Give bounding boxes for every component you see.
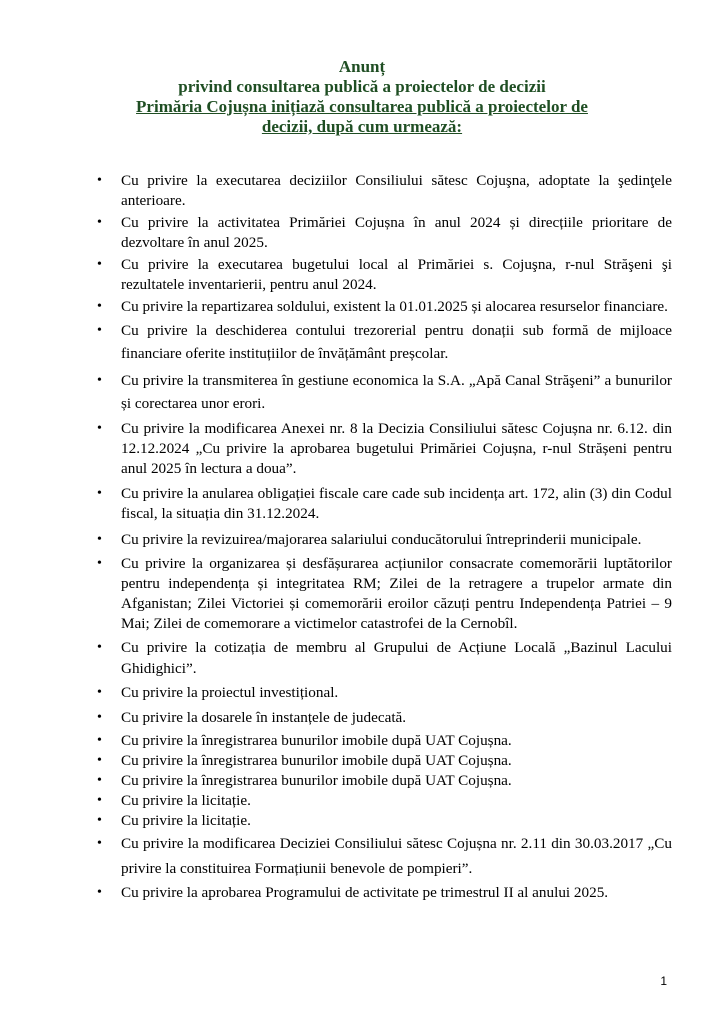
announcement-header — [0, 57, 724, 137]
list-item: • Cu privire la deschiderea contului trezorerial pentru donații sub formă de mijloace financiare oferite instituțiilor de învățământ preșcolar. — [97, 319, 672, 365]
list-item: • Cu privire la activitatea Primăriei Cojușna în anul 2024 și direcțiile prioritare de dezvoltare în anul 2025. — [97, 213, 672, 253]
header-initiative-line-2: decizii, după cum urmează: — [261, 117, 463, 136]
header-title: Anunț — [338, 57, 386, 76]
list-item: • Cu privire la dosarele în instanțele de judecată. — [97, 708, 672, 728]
list-item: • Cu privire la aprobarea Programului de activitate pe trimestrul II al anului 2025. — [97, 883, 672, 903]
list-item: • Cu privire la executarea deciziilor Consiliului sătesc Cojuşna, adoptate la şedinţele anterioare. — [97, 171, 672, 211]
list-item: • Cu privire la revizuirea/majorarea salariului conducătorului întreprinderii municipale. — [97, 529, 672, 551]
list-item: • Cu privire la înregistrarea bunurilor imobile după UAT Cojușna. — [97, 771, 672, 791]
list-item: • Cu privire la transmiterea în gestiune economica la S.A. „Apă Canal Străşeni” a bunurilor și corectarea unor erori. — [97, 369, 672, 415]
list-item: • Cu privire la anularea obligației fiscale care cade sub incidența art. 172, alin (3) din Codul fiscal, la situația din 31.12.2024. — [97, 484, 672, 524]
list-item: • Cu privire la modificarea Anexei nr. 8 la Decizia Consiliului sătesc Cojușna nr. 6.12. din 12.12.2024 „Cu privire la aprobarea bugetului Primăriei Cojușna, r-nul Strășeni pentru anul 2025 în lectura a doua”. — [97, 419, 672, 479]
list-item: • Cu privire la licitație. — [97, 811, 672, 831]
decision-list — [97, 171, 672, 903]
list-item: • Cu privire la proiectul investițional. — [97, 683, 672, 703]
list-item: • Cu privire la înregistrarea bunurilor imobile după UAT Cojușna. — [97, 731, 672, 751]
header-subtitle: privind consultarea publică a proiectelor de decizii — [178, 77, 546, 96]
list-item: • Cu privire la licitație. — [97, 791, 672, 811]
list-item: • Cu privire la modificarea Deciziei Consiliului sătesc Cojușna nr. 2.11 din 30.03.2017 „Cu privire la constituirea Formațiunii benevole de pompieri”. — [97, 831, 672, 881]
list-item: • Cu privire la înregistrarea bunurilor imobile după UAT Cojușna. — [97, 751, 672, 771]
page-number: 1 — [660, 974, 667, 988]
list-item: • Cu privire la executarea bugetului local al Primăriei s. Cojuşna, r-nul Străşeni şi rezultatele inventarierii, pentru anul 2024. — [97, 255, 672, 295]
list-item: • Cu privire la cotizația de membru al Grupului de Acțiune Locală „Bazinul Lacului Ghidighici”. — [97, 637, 672, 679]
header-initiative-line: Primăria Cojușna inițiază consultarea publică a proiectelor de — [136, 97, 588, 116]
list-item: • Cu privire la organizarea și desfășurarea acțiunilor consacrate comemorării luptătorilor pentru independența și integritatea RM; Zilei de la retragere a trupelor armate din Afganistan; Zilei Victoriei și comemorării eroilor căzuți pentru Independența Patriei – 9 Mai; Zilei de comemorare a victimelor catastrofei de la Cernobîl. — [97, 554, 672, 634]
list-item: • Cu privire la repartizarea soldului, existent la 01.01.2025 și alocarea resurselor financiare. — [97, 297, 672, 317]
